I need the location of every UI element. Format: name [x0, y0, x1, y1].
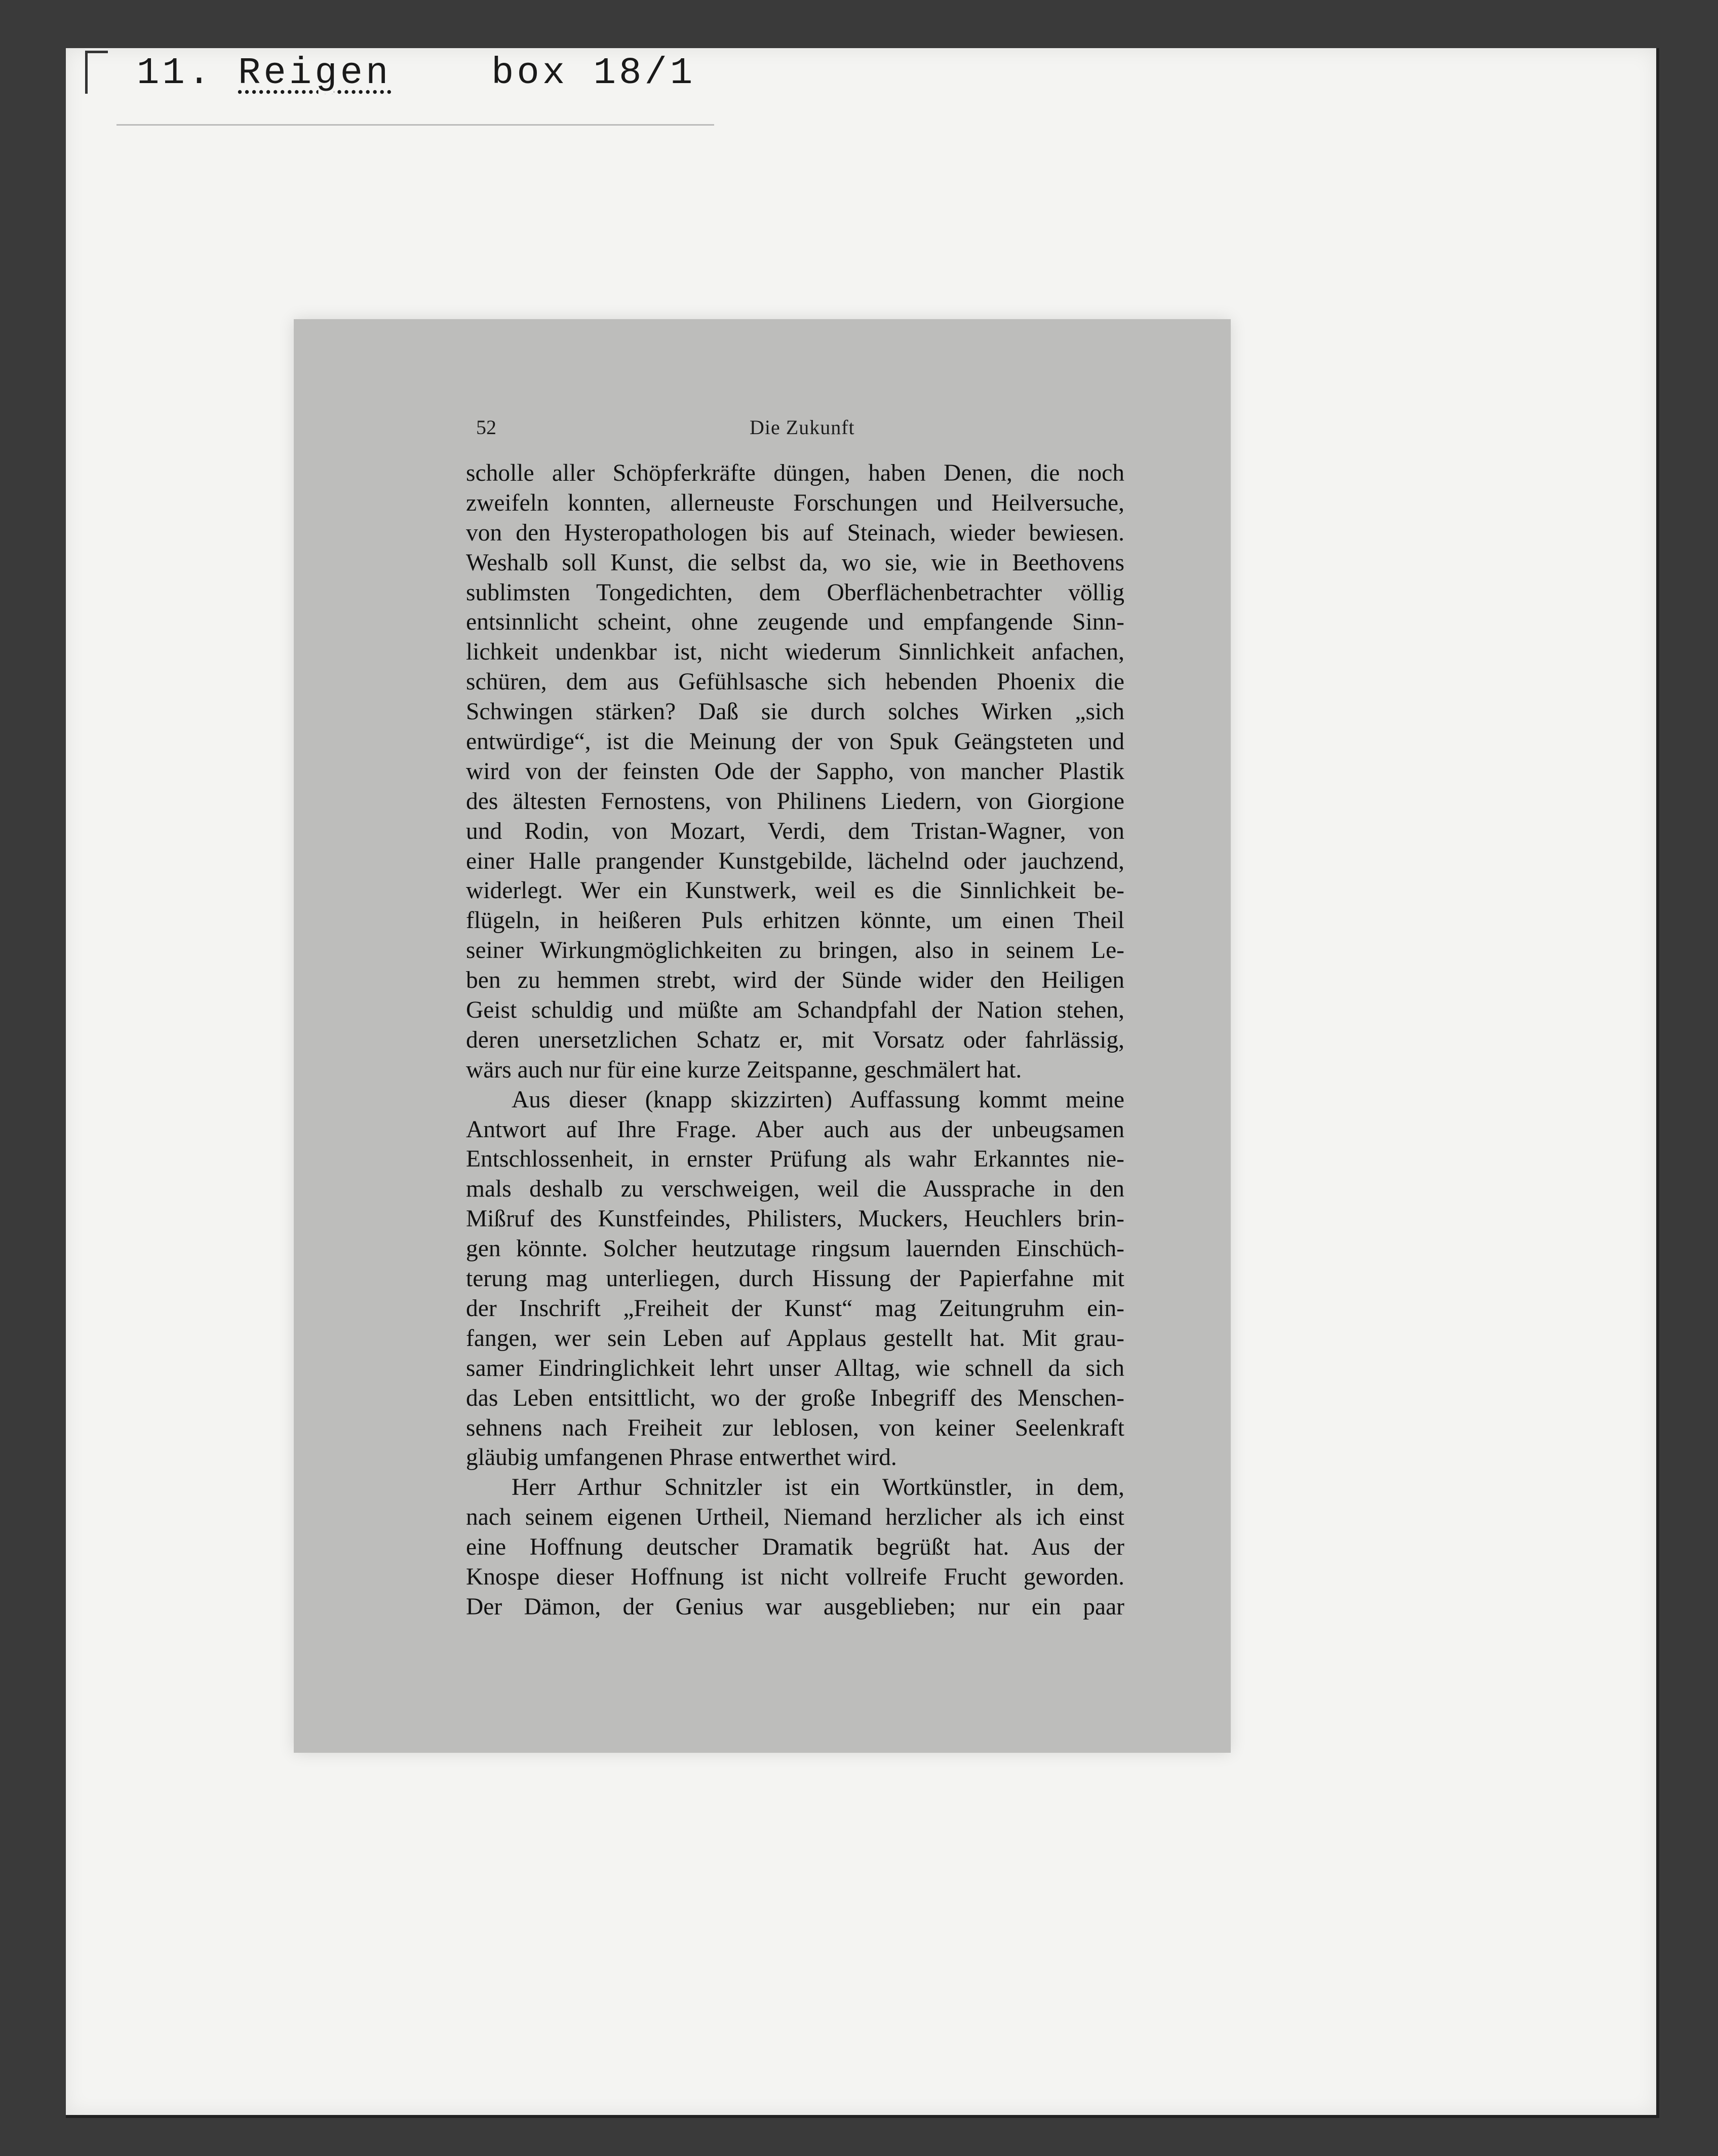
page-header	[476, 415, 1135, 446]
text-line: Herr Arthur Schnitzler ist ein Wortkünstler, in dem,	[512, 1474, 1124, 1501]
text-line: scholle aller Schöpferkräfte düngen, haben Denen, die noch	[466, 460, 1124, 486]
text-line: Aus dieser (knapp skizzirten) Auffassung kommt meine	[512, 1086, 1124, 1113]
text-line: flügeln, in heißeren Puls erhitzen könnte, um einen Theil	[466, 907, 1124, 934]
newspaper-clipping	[294, 319, 1231, 1753]
label-box: box 18/1	[491, 52, 696, 95]
text-line: mals deshalb zu verschweigen, weil die Aussprache in den	[466, 1176, 1124, 1203]
text-line: gläubig umfangenen Phrase entwerthet wird.	[466, 1444, 897, 1471]
label-title: Reigen	[238, 52, 392, 95]
text-line: sublimsten Tongedichten, dem Oberflächenbetrachter völlig	[466, 579, 1124, 606]
text-line: Der Dämon, der Genius war ausgeblieben; nur ein paar	[466, 1593, 1124, 1620]
text-line: einer Halle prangender Kunstgebilde, lächelnd oder jauchzend,	[466, 848, 1124, 874]
text-line: von den Hysteropathologen bis auf Steinach, wieder bewiesen.	[466, 519, 1124, 546]
text-line: Schwingen stärken? Daß sie durch solches Wirken „sich	[466, 699, 1124, 725]
text-line: gen könnte. Solcher heutzutage ringsum lauernden Einschüch-	[466, 1236, 1124, 1262]
text-line: ben zu hemmen strebt, wird der Sünde wider den Heiligen	[466, 967, 1124, 994]
page-number: 52	[476, 416, 496, 439]
text-line: der Inschrift „Freiheit der Kunst“ mag Zeitungruhm ein-	[466, 1295, 1124, 1322]
label-number: 11.	[137, 52, 214, 95]
text-line: Geist schuldig und müßte am Schandpfahl der Nation stehen,	[466, 997, 1124, 1024]
text-line: entwürdige“, ist die Meinung der von Spuk Geängsteten und	[466, 728, 1124, 755]
article-body	[466, 458, 1124, 1622]
text-line: und Rodin, von Mozart, Verdi, dem Tristan-Wagner, von	[466, 818, 1124, 844]
text-line: sehnens nach Freiheit zur leblosen, von keiner Seelenkraft	[466, 1414, 1124, 1441]
text-line: Knospe dieser Hoffnung ist nicht vollreife Frucht geworden.	[466, 1563, 1124, 1590]
text-line: wärs auch nur für eine kurze Zeitspanne, geschmälert hat.	[466, 1056, 1022, 1083]
text-line: Entschlossenheit, in ernster Prüfung als wahr Erkanntes nie-	[466, 1146, 1124, 1173]
text-line: schüren, dem aus Gefühlsasche sich hebenden Phoenix die	[466, 669, 1124, 696]
text-line: deren unersetzlichen Schatz er, mit Vorsatz oder fahrlässig,	[466, 1026, 1124, 1053]
text-line: fangen, wer sein Leben auf Applaus gestellt hat. Mit grau-	[466, 1325, 1124, 1352]
text-line: widerlegt. Wer ein Kunstwerk, weil es die Sinnlichkeit be-	[466, 877, 1124, 904]
archive-label	[116, 48, 714, 126]
text-line: lichkeit undenkbar ist, nicht wiederum Sinnlichkeit anfachen,	[466, 639, 1124, 666]
text-line: Antwort auf Ihre Frage. Aber auch aus der unbeugsamen	[466, 1116, 1124, 1143]
text-line: samer Eindringlichkeit lehrt unser Alltag, wie schnell da sich	[466, 1355, 1124, 1381]
text-line: des ältesten Fernostens, von Philinens Liedern, von Giorgione	[466, 788, 1124, 815]
running-title: Die Zukunft	[750, 416, 855, 439]
corner-mark	[85, 51, 108, 94]
text-line: nach seinem eigenen Urtheil, Niemand herzlicher als ich einst	[466, 1504, 1124, 1531]
text-line: seiner Wirkungmöglichkeiten zu bringen, also in seinem Le-	[466, 937, 1124, 964]
text-line: terung mag unterliegen, durch Hissung der Papierfahne mit	[466, 1265, 1124, 1292]
text-line: Weshalb soll Kunst, die selbst da, wo sie, wie in Beethovens	[466, 549, 1124, 576]
text-line: das Leben entsittlicht, wo der große Inbegriff des Menschen-	[466, 1384, 1124, 1411]
text-line: entsinnlicht scheint, ohne zeugende und empfangende Sinn-	[466, 609, 1124, 636]
text-line: zweifeln konnten, allerneuste Forschungen und Heilversuche,	[466, 489, 1124, 516]
text-line: wird von der feinsten Ode der Sappho, von mancher Plastik	[466, 758, 1124, 785]
text-line: eine Hoffnung deutscher Dramatik begrüßt hat. Aus der	[466, 1534, 1124, 1561]
text-line: Mißruf des Kunstfeindes, Philisters, Muckers, Heuchlers brin-	[466, 1206, 1124, 1233]
